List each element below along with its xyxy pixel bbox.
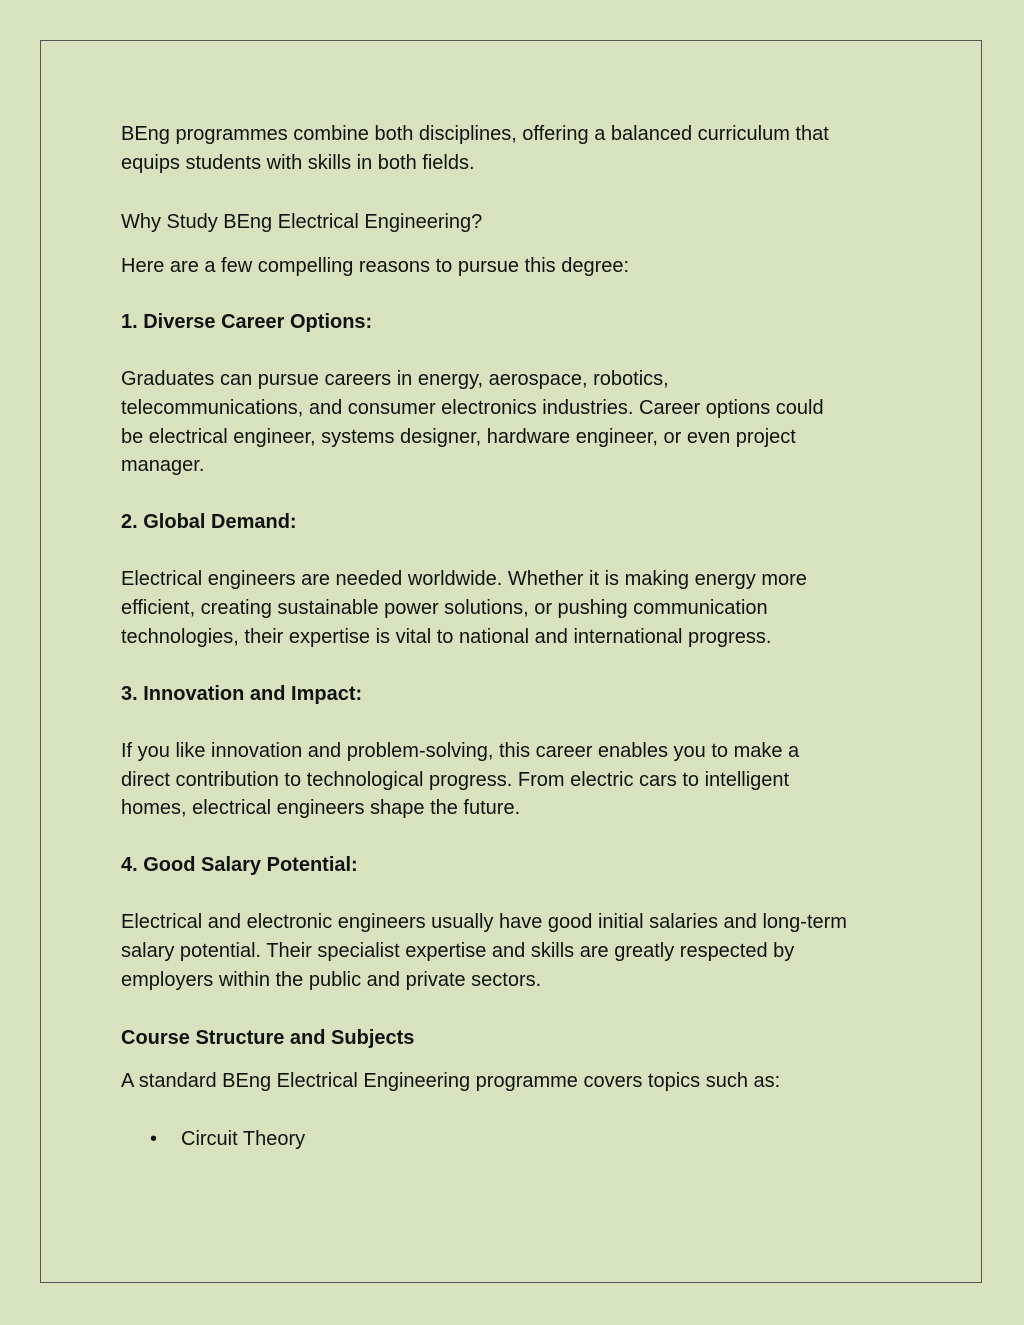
section-line: salary potential. Their specialist expertise and skills are greatly respected by (121, 940, 795, 962)
section-line: efficient, creating sustainable power solutions, or pushing communication (121, 597, 768, 619)
section-line: manager. (121, 454, 205, 476)
bullet-icon: • (150, 1128, 158, 1150)
section-line: Graduates can pursue careers in energy, aerospace, robotics, (121, 368, 669, 390)
course-heading: Course Structure and Subjects (121, 1027, 415, 1049)
section-line: telecommunications, and consumer electronics industries. Career options could (121, 397, 824, 419)
section-line: Electrical and electronic engineers usually have good initial salaries and long-term (121, 911, 847, 933)
section-line: If you like innovation and problem-solving, this career enables you to make a (121, 740, 800, 762)
section-line: direct contribution to technological progress. From electric cars to intelligent (121, 769, 790, 791)
section-heading-innovation: 3. Innovation and Impact: (121, 683, 363, 705)
section-line: Electrical engineers are needed worldwide. Whether it is making energy more (121, 568, 807, 590)
why-heading: Why Study BEng Electrical Engineering? (121, 211, 483, 233)
section-heading-diverse-career: 1. Diverse Career Options: (121, 311, 373, 333)
section-line: homes, electrical engineers shape the future. (121, 797, 521, 819)
intro-line-1: BEng programmes combine both disciplines, offering a balanced curriculum that (121, 123, 829, 145)
course-intro: A standard BEng Electrical Engineering programme covers topics such as: (121, 1070, 781, 1092)
section-line: employers within the public and private sectors. (121, 969, 542, 991)
section-heading-global-demand: 2. Global Demand: (121, 511, 297, 533)
topic-label: Circuit Theory (181, 1128, 306, 1150)
section-line: technologies, their expertise is vital to national and international progress. (121, 626, 772, 648)
section-line: be electrical engineer, systems designer, hardware engineer, or even project (121, 426, 796, 448)
intro-line-2: equips students with skills in both fields. (121, 152, 475, 174)
reasons-intro: Here are a few compelling reasons to pursue this degree: (121, 255, 630, 277)
section-heading-salary: 4. Good Salary Potential: (121, 854, 358, 876)
